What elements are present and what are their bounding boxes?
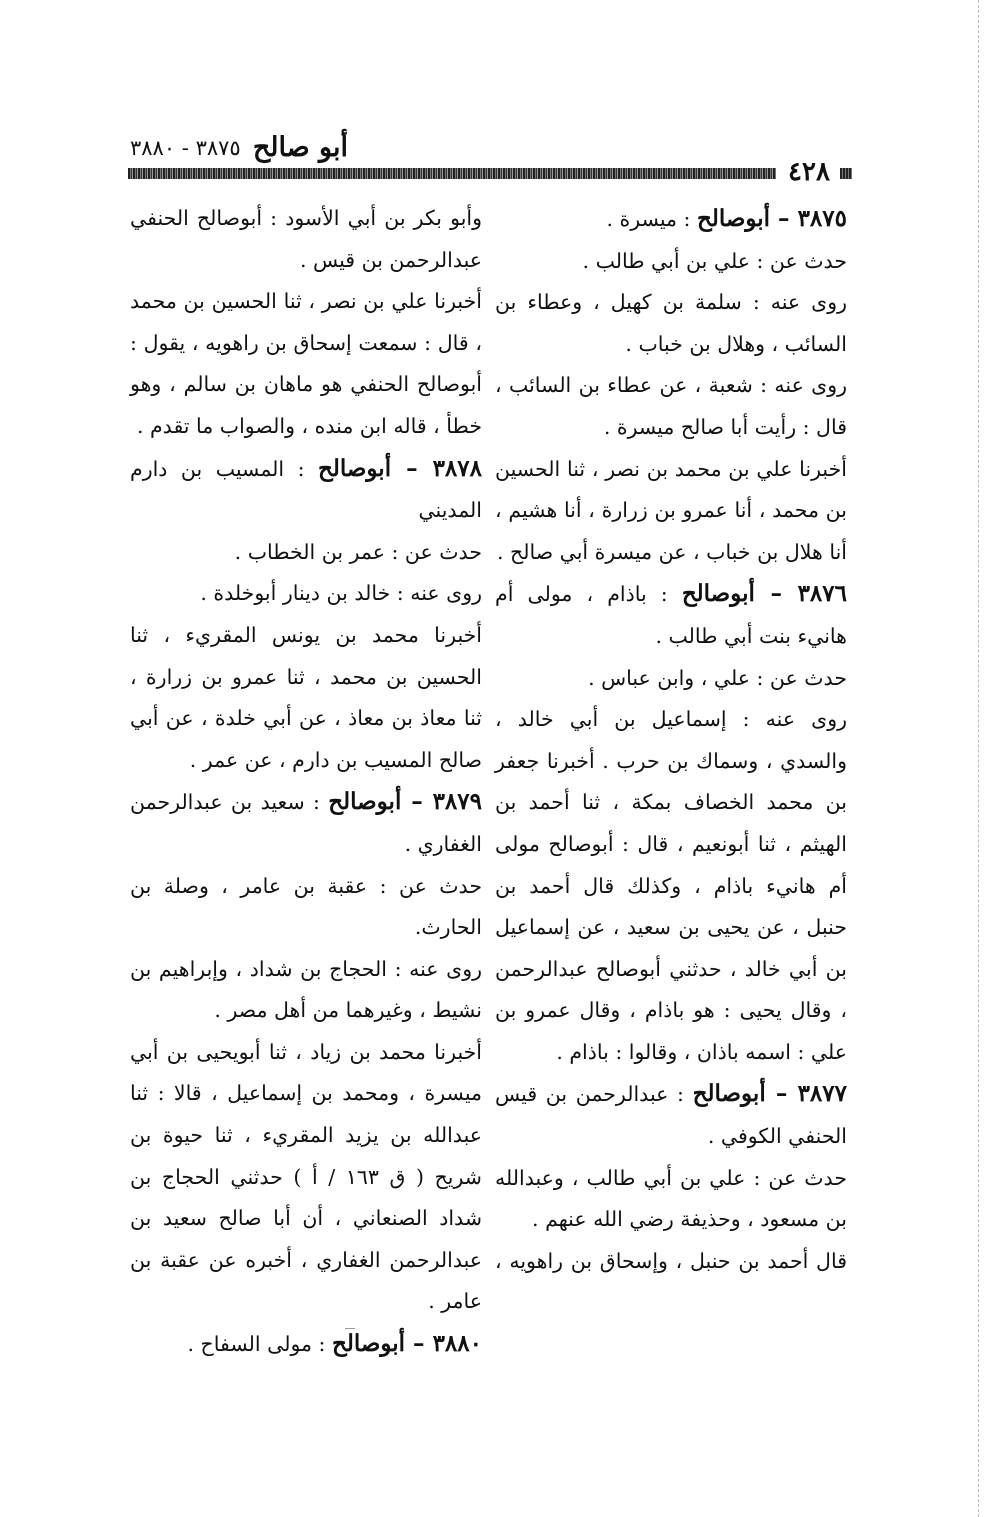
paragraph-text: : سعيد بن عبدالرحمن الغفاري . [130,790,482,856]
text-paragraph [495,1158,847,1241]
text-paragraph [495,658,847,700]
text-paragraph [130,615,482,781]
text-paragraph [130,532,482,574]
ornamental-rule-tail [840,168,852,179]
paragraph-text: حدث عن : علي بن أبي طالب . [582,248,847,273]
text-column-left [130,198,482,1366]
entry-number: ٣٨٧٧ – أبوصالح [692,1080,847,1108]
paragraph-text: قال أحمد بن حنبل ، وإسحاق بن راهويه ، [495,1248,847,1273]
entry-heading-paragraph [495,1073,847,1157]
text-paragraph [130,198,482,281]
paragraph-text: : باذام ، مولى أم هانيء بنت أبي طالب . [495,582,847,648]
text-paragraph [495,241,847,283]
paragraph-text: وأبو بكر بن أبي الأسود : أبوصالح الحنفي عبدالرحمن بن قيس . [130,206,482,272]
paragraph-text: روى عنه : شعبة ، عن عطاء بن السائب ، قال : رأيت أبا صالح ميسرة . [495,373,847,439]
entry-heading-paragraph [495,198,847,241]
paragraph-text: أخبرنا محمد بن يونس المقريء ، ثنا الحسين بن محمد ، ثنا عمرو بن زرارة ، ثنا معاذ بن معاذ ، عن أبي خلدة ، عن أبي صالح المسيب بن دارم ، عن عمر . [130,622,482,772]
paragraph-text: : عبدالرحمن بن قيس الحنفي الكوفي . [495,1082,847,1149]
text-paragraph [130,1032,482,1323]
ornamental-rule [128,168,776,179]
paragraph-text: : المسيب بن دارم المديني [130,456,482,523]
paragraph-text: أخبرنا علي بن محمد بن نصر ، ثنا الحسين بن محمد ، أنا عمرو بن زرارة ، أنا هشيم ، أنا هلال بن خباب ، عن ميسرة أبي صالح . [495,456,847,564]
entry-number: ٣٨٧٩ – أبوصالح [328,788,482,816]
entry-number: ٣٨٧٨ – أبوصالح [318,454,482,482]
entry-number: ٣٨٧٦ – أبوصالح [681,580,847,608]
entry-heading-paragraph [130,781,482,865]
paragraph-text: روى عنه : إسماعيل بن أبي خالد ، والسدي ، وسماك بن حرب . أخبرنا جعفر بن محمد الخصاف بمكة ، ثنا أحمد بن الهيثم ، ثنا أبونعيم ، قال : أبوصالح مولى أم هانيء باذام ، وكذلك قال أحمد بن حنبل ، عن يحيى بن سعيد ، عن إسماعيل بن أبي خالد ، حدثني أبوصالح عبدالرحمن ، وقال يحيى : هو باذام ، وقال عمرو بن علي : اسمه باذان ، وقالوا : باذام . [495,707,847,1064]
text-paragraph [495,699,847,1073]
entry-heading-paragraph [130,1323,482,1366]
paragraph-text: روى عنه : سلمة بن كهيل ، وعطاء بن السائب ، وهلال بن خباب . [495,290,847,356]
text-paragraph [130,949,482,1032]
paragraph-text: حدث عن : عقبة بن عامر ، وصلة بن الحارث. [130,873,482,940]
paragraph-text: أخبرنا علي بن نصر ، ثنا الحسين بن محمد ، قال : سمعت إسحاق بن راهويه ، يقول : أبوصالح الحنفي هو ماهان بن سالم ، وهو خطأ ، قاله ابن منده ، والصواب ما تقدم . [130,289,482,438]
paragraph-text: روى عنه : خالد بن دينار أبوخلدة . [200,581,482,606]
text-paragraph [495,282,847,365]
text-paragraph [495,449,847,574]
entry-heading-paragraph [130,448,482,532]
paragraph-text: : مولى السفاح . [187,1332,332,1357]
scan-edge-line [978,0,979,1517]
text-paragraph [495,1241,847,1283]
header-rule [128,157,850,187]
text-column-right [495,198,847,1282]
bottom-mark [345,1328,355,1329]
paragraph-text: روى عنه : الحجاج بن شداد ، وإبراهيم بن نشيط ، وغيرهما من أهل مصر . [130,956,482,1023]
entry-number: ٣٨٧٥ – أبوصالح [696,205,847,232]
paragraph-text: أخبرنا محمد بن زياد ، ثنا أبويحيى بن أبي ميسرة ، ومحمد بن إسماعيل ، قالا : ثنا عبدالله بن يزيد المقريء ، ثنا حيوة بن شريح ( ق ١٦٣ / أ ) حدثني الحجاج بن شداد الصنعاني ، أن أبا صالح سعيد بن عبدالرحمن الغفاري ، أخبره عن عقبة بن عامر . [130,1039,482,1314]
page-number: ٤٢٨ [788,157,830,187]
text-paragraph [130,281,482,447]
entry-number: ٣٨٨٠ – أبوصالح [331,1330,482,1358]
paragraph-text: حدث عن : علي بن أبي طالب ، وعبدالله بن مسعود ، وحذيفة رضي الله عنهم . [495,1165,847,1232]
text-paragraph [130,866,482,949]
paragraph-text: : ميسرة . [606,207,697,231]
paragraph-text: حدث عن : عمر بن الخطاب . [234,539,482,564]
header-title: أبو صالح [252,132,348,163]
entry-heading-paragraph [495,573,847,657]
header-entry-range: ٣٨٧٥ - ٣٨٨٠ [130,136,241,160]
text-paragraph [495,365,847,448]
text-paragraph [130,573,482,615]
paragraph-text: حدث عن : علي ، وابن عباس . [588,665,847,690]
